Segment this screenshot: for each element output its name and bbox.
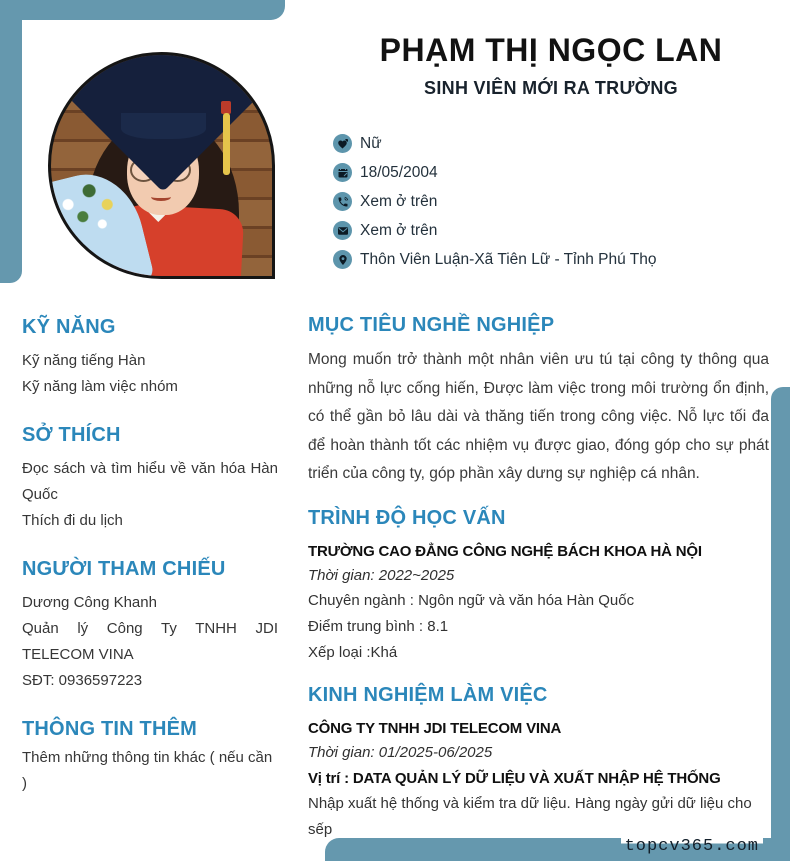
sidebar-column <box>22 316 278 797</box>
candidate-subtitle: SINH VIÊN MỚI RA TRƯỜNG <box>424 78 678 98</box>
section-title-references: NGƯỜI THAM CHIẾU <box>22 558 226 580</box>
photo-smile <box>151 193 171 201</box>
hobby-item: Thích đi du lịch <box>22 512 123 529</box>
photo-tassel <box>223 113 230 175</box>
contact-row-address <box>333 245 656 274</box>
skill-item: Kỹ năng làm việc nhóm <box>22 378 178 395</box>
contact-email: Xem ở trên <box>360 221 438 239</box>
hobby-item: Đọc sách và tìm hiểu về văn hóa Hàn Quốc <box>22 460 278 503</box>
section-title-hobbies: SỞ THÍCH <box>22 424 121 446</box>
contact-row-birthday <box>333 158 656 187</box>
section-title-objective: MỤC TIÊU NGHỀ NGHIỆP <box>308 314 555 336</box>
contact-row-phone <box>333 187 656 216</box>
contact-birthday: 18/05/2004 <box>360 163 438 181</box>
education-rank: Xếp loại :Khá <box>308 643 398 661</box>
section-title-experience: KINH NGHIỆM LÀM VIỆC <box>308 683 548 706</box>
section-title-education: TRÌNH ĐỘ HỌC VẤN <box>308 506 506 529</box>
experience-time: Thời gian: 01/2025-06/2025 <box>308 743 493 761</box>
objective-text: Mong muốn trở thành một nhân viên ưu tú tại công ty thông qua những nỗ lực cống hiến, Được làm việc trong môi trường ổn định, có thể gần bỏ lâu dài và thăng tiến trong công việc. Nỗ lực tối đa để hoàn thành tốt các nhiệm vụ được giao, đóng góp cho sự phát triển của công ty, góp phần xây dưng sự nghiệp cá nhân. <box>308 351 769 482</box>
reference-name: Dương Công Khanh <box>22 594 157 611</box>
candidate-name: PHẠM THỊ NGỌC LAN <box>379 32 723 68</box>
skill-item: Kỹ năng tiếng Hàn <box>22 352 146 369</box>
education-school: TRƯỜNG CAO ĐẲNG CÔNG NGHỆ BÁCH KHOA HÀ NỘI <box>308 542 702 560</box>
profile-photo <box>48 52 275 279</box>
contact-phone: Xem ở trên <box>360 192 438 210</box>
reference-role: Quản lý Công Ty TNHH JDI TELECOM VINA <box>22 620 278 663</box>
gender-icon <box>333 134 352 153</box>
contact-row-email <box>333 216 656 245</box>
contact-address: Thôn Viên Luận-Xã Tiên Lữ - Tỉnh Phú Thọ <box>360 250 657 268</box>
education-major: Chuyên ngành : Ngôn ngữ và văn hóa Hàn Quốc <box>308 591 635 609</box>
section-title-extra-info: THÔNG TIN THÊM <box>22 718 198 740</box>
section-title-skills: KỸ NĂNG <box>22 316 116 338</box>
right-accent-bar <box>771 387 790 861</box>
education-gpa: Điểm trung bình : 8.1 <box>308 617 449 635</box>
top-accent-bar <box>0 0 285 20</box>
main-column <box>308 314 769 843</box>
reference-phone: SĐT: 0936597223 <box>22 672 143 689</box>
contact-list <box>333 129 656 274</box>
phone-icon <box>333 192 352 211</box>
education-time: Thời gian: 2022~2025 <box>308 566 455 584</box>
experience-position: Vị trí : DATA QUẢN LÝ DỮ LIỆU VÀ XUẤT NHẬP HỆ THỐNG <box>308 769 721 787</box>
watermark-text: topcv365.com <box>621 837 763 856</box>
contact-gender: Nữ <box>360 134 382 152</box>
location-icon <box>333 250 352 269</box>
calendar-icon <box>333 163 352 182</box>
experience-description: Nhập xuất hệ thống và kiểm tra dữ liệu. Hàng ngày gửi dữ liệu cho sếp <box>308 794 752 838</box>
experience-company: CÔNG TY TNHH JDI TELECOM VINA <box>308 719 562 737</box>
extra-info-item: Thêm những thông tin khác ( nếu cần ) <box>22 749 273 792</box>
left-accent-bar <box>0 0 22 283</box>
contact-row-gender <box>333 129 656 158</box>
mail-icon <box>333 221 352 240</box>
photo-cap-band <box>121 113 206 139</box>
